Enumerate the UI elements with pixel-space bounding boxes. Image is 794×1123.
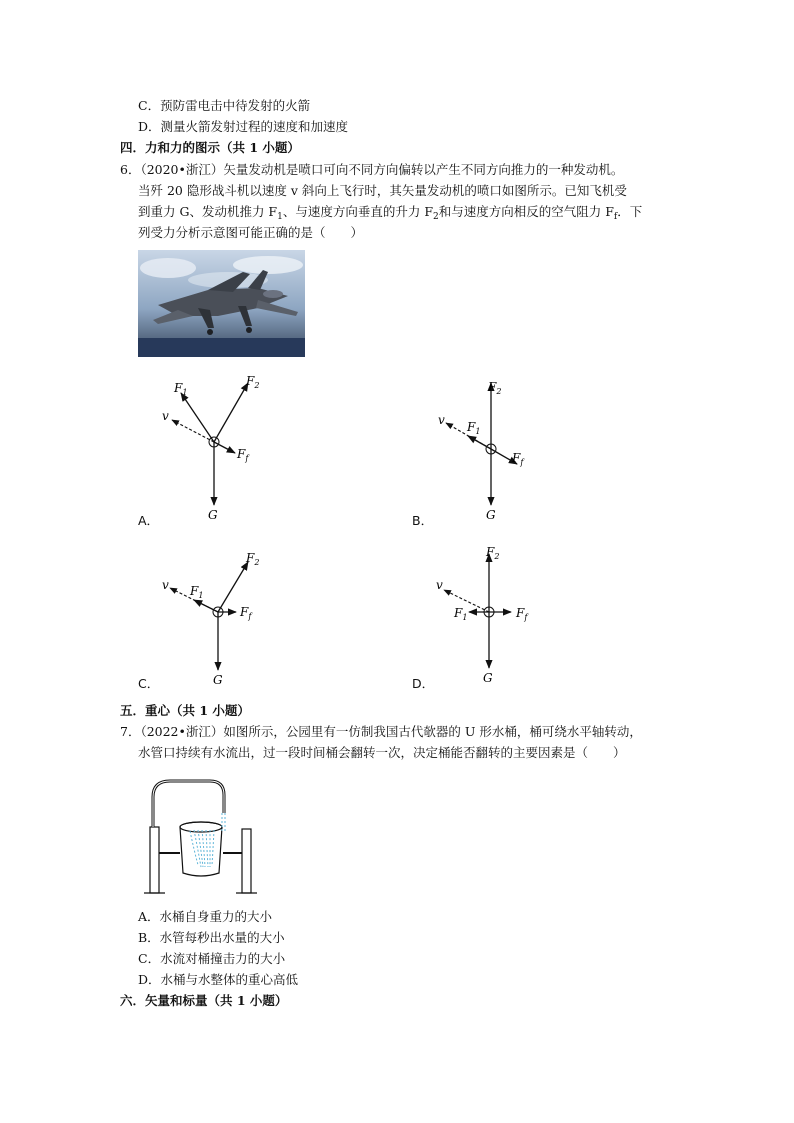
force-arrow-f2 <box>214 383 248 442</box>
option-d-label: D． <box>412 676 435 691</box>
label-f2: $F_2$ <box>246 551 260 567</box>
q7-option-a: A．水桶自身重力的大小 <box>138 909 273 924</box>
q6-stem-line3: 到重力 G、发动机推力 $F_1$、与速度方向垂直的升力 $F_2$和与速度方向相反的空气阻力 $F_f$．下 <box>138 204 643 222</box>
label-g: G <box>208 508 218 522</box>
label-v: v <box>162 409 169 423</box>
label-g: G <box>483 671 493 685</box>
q7-stem-line1: 7．（2022•浙江）如图所示，公园里有一仿制我国古代欹器的 U 形水桶，桶可绕水平轴转动， <box>120 724 642 739</box>
q6-stem-line2: 当歼 20 隐形战斗机以速度 v 斜向上飞行时，其矢量发动机的喷口如图所示。已知飞机受 <box>138 183 627 198</box>
diagram-option-b <box>420 365 570 525</box>
label-v: v <box>162 578 169 592</box>
force-arrow-f1 <box>181 393 214 442</box>
label-ff: $F_f$ <box>516 606 528 622</box>
q6-stem-line1: 6．（2020•浙江）矢量发动机是喷口可向不同方向偏转以产生不同方向推力的一种发动机。 <box>120 162 624 177</box>
q7-option-b: B．水管每秒出水量的大小 <box>138 930 285 945</box>
right-post <box>242 829 251 893</box>
label-f2: $F_2$ <box>486 545 500 561</box>
label-g: G <box>213 673 223 687</box>
diagram-option-a <box>140 365 290 525</box>
label-f2: $F_2$ <box>246 374 260 390</box>
force-arrow-f1 <box>194 600 218 612</box>
diagram-option-c <box>140 540 290 690</box>
q7-stem-line2: 水管口持续有水流出，过一段时间桶会翻转一次，决定桶能否翻转的主要因素是（ ） <box>138 745 626 760</box>
water-bucket-figure <box>138 775 263 895</box>
q6-stem-line4: 列受力分析示意图可能正确的是（ ） <box>138 225 364 240</box>
option-c-label: C． <box>138 676 160 691</box>
option-a-label: A． <box>138 513 160 528</box>
label-f1: $F_1$ <box>190 584 204 600</box>
sea <box>138 338 305 357</box>
diagram-option-d <box>420 540 570 690</box>
section-title-4: 四．力和力的图示（共 1 小题） <box>120 140 300 155</box>
label-ff: $F_f$ <box>240 605 252 621</box>
left-post <box>150 827 159 893</box>
q5-option-c: C．预防雷电击中待发射的火箭 <box>138 98 311 113</box>
label-f1: $F_1$ <box>174 381 188 397</box>
label-f1: $F_1$ <box>467 420 481 436</box>
label-ff: $F_f$ <box>237 447 249 463</box>
jet-photo <box>138 250 305 357</box>
label-v: v <box>438 413 445 427</box>
section-title-5: 五．重心（共 1 小题） <box>120 703 250 718</box>
label-f1: $F_1$ <box>454 606 468 622</box>
option-b-label: B． <box>412 513 434 528</box>
label-f2: $F_2$ <box>488 380 502 396</box>
q7-option-d: D．水桶与水整体的重心高低 <box>138 972 299 987</box>
label-g: G <box>486 508 496 522</box>
water-pipe <box>153 781 224 827</box>
label-ff: $F_f$ <box>512 451 524 467</box>
section-title-6: 六．矢量和标量（共 1 小题） <box>120 993 288 1008</box>
q7-option-c: C．水流对桶撞击力的大小 <box>138 951 286 966</box>
label-v: v <box>436 578 443 592</box>
force-arrow-f1 <box>468 436 491 449</box>
velocity-arrow <box>444 590 489 612</box>
velocity-arrow <box>172 420 214 442</box>
q5-option-d: D．测量火箭发射过程的速度和加速度 <box>138 119 349 134</box>
force-arrow-ff <box>214 442 235 453</box>
